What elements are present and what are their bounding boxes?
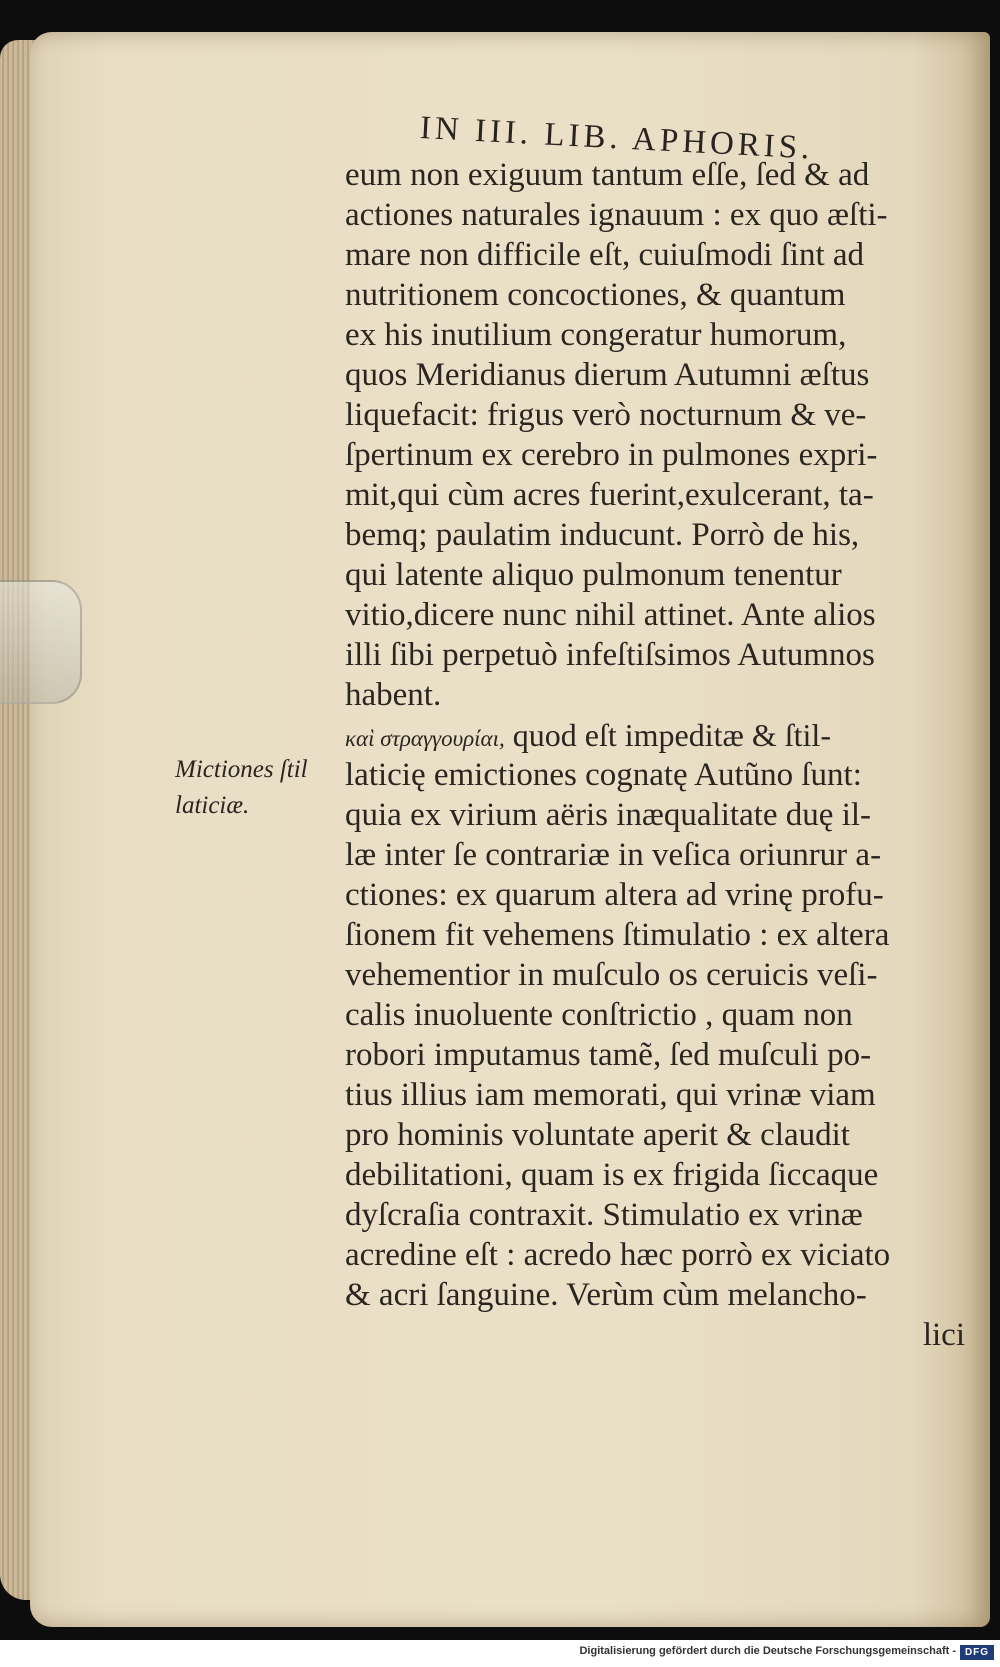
- catchword: lici: [922, 1317, 965, 1353]
- text-line: quos Meridianus dierum Autumni æſtus: [345, 357, 870, 393]
- text-line: debilitationi, quam is ex frigida ſiccaque: [345, 1157, 879, 1193]
- text-line: laticię emictiones cognatę Autũno ſunt:: [345, 757, 862, 793]
- text-line: acredine eſt : acredo hæc porrò ex viciato: [345, 1237, 891, 1273]
- text-line: calis inuoluente conſtrictio , quam non: [345, 997, 853, 1033]
- dfg-logo-icon: DFG: [960, 1645, 994, 1660]
- paragraph-opening-line: [345, 715, 965, 755]
- marginal-note-line: Mictiones ſtil: [175, 756, 308, 783]
- bookmark-clip: [0, 580, 82, 704]
- text-line: actiones naturales ignauum : ex quo æſti-: [345, 197, 888, 233]
- text-line: habent.: [345, 677, 442, 713]
- text-line: mit,qui cùm acres fuerint,exulcerant, ta-: [345, 477, 874, 513]
- text-line: illi ſibi perpetuò infeſtiſsimos Autumnos: [345, 637, 875, 673]
- text-line: ſionem fit vehemens ſtimulatio : ex altera: [345, 917, 890, 953]
- footer-credit: Digitalisierung gefördert durch die Deutsche Forschungsgemeinschaft -: [579, 1645, 956, 1657]
- text-line-continuation: quod eſt impeditæ & ſtil-: [504, 717, 831, 753]
- digitization-footer: [0, 1640, 1000, 1667]
- text-line: robori imputamus tamẽ, ſed muſculi po-: [345, 1037, 872, 1073]
- text-line: ex his inutilium congeratur humorum,: [345, 317, 847, 353]
- text-line: bemq; paulatim inducunt. Porrò de his,: [345, 517, 860, 553]
- greek-lemma: καὶ στραγγουρίαι,: [345, 726, 505, 751]
- text-line: nutritionem concoctiones, & quantum: [345, 277, 846, 313]
- marginal-note-line: laticiæ.: [175, 792, 250, 819]
- text-line: quia ex virium aëris inæqualitate duę il-: [345, 797, 872, 833]
- text-line: liquefacit: frigus verò nocturnum & ve-: [345, 397, 867, 433]
- text-line: pro hominis voluntate aperit & claudit: [345, 1117, 850, 1153]
- text-line: vehementior in muſculo os ceruicis veſi-: [345, 957, 878, 993]
- text-line: eum non exiguum tantum eſſe, ſed & ad: [345, 157, 870, 193]
- text-line: dyſcraſia contraxit. Stimulatio ex vrinæ: [345, 1197, 863, 1233]
- text-line: vitio,dicere nunc nihil attinet. Ante alios: [345, 597, 876, 633]
- text-line: qui latente aliquo pulmonum tenentur: [345, 557, 842, 593]
- text-line: tius illius iam memorati, qui vrinæ viam: [345, 1077, 876, 1113]
- main-text-block: [345, 155, 965, 1355]
- text-line: ſpertinum ex cerebro in pulmones expri-: [345, 437, 878, 473]
- running-head: IN III. LIB. APHORIS.: [419, 110, 815, 167]
- text-line: ctiones: ex quarum altera ad vrinę profu-: [345, 877, 884, 913]
- text-line: mare non difficile eſt, cuiuſmodi ſint ad: [345, 237, 865, 273]
- text-line: & acri ſanguine. Verùm cùm melancho-: [345, 1277, 867, 1313]
- marginal-note: [175, 752, 345, 824]
- text-line: læ inter ſe contrariæ in veſica oriunrur a-: [345, 837, 882, 873]
